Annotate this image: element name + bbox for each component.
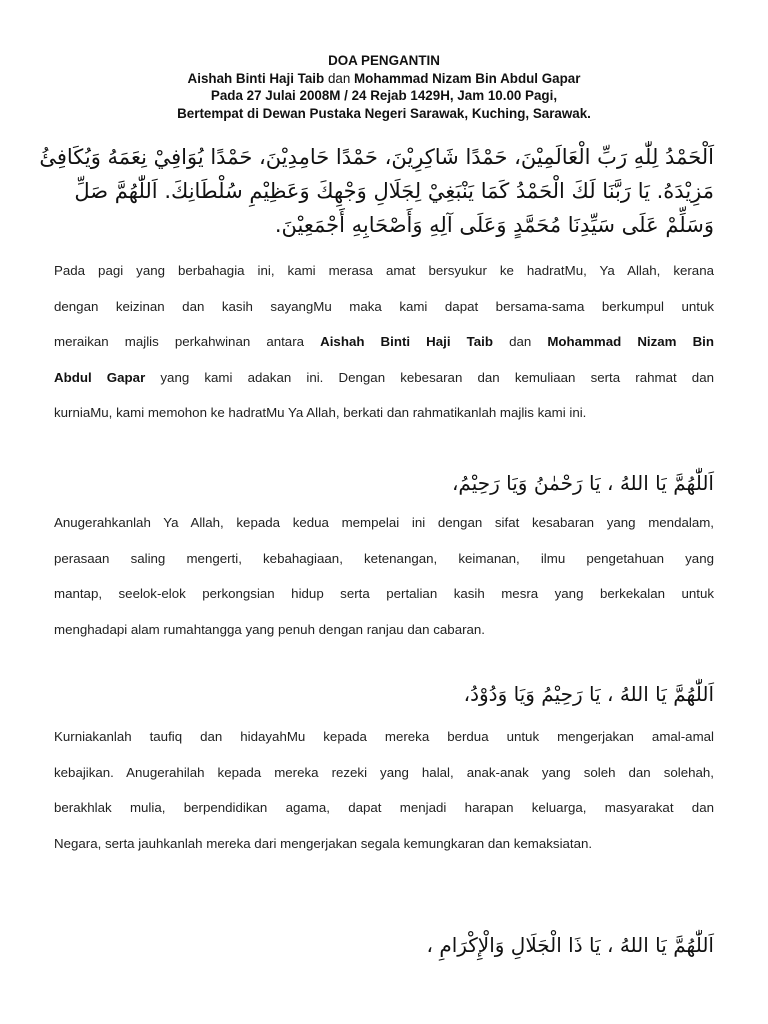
paragraph-guidance bbox=[54, 719, 714, 861]
paragraph-line bbox=[54, 324, 714, 360]
groom-name-bold: Abdul Gapar bbox=[54, 369, 146, 385]
paragraph-blessings bbox=[54, 505, 714, 647]
paragraph-line bbox=[54, 360, 714, 396]
paragraph-line: mantap, seelok-elok perkongsian hidup serta pertalian kasih mesra yang berkekalan untuk bbox=[54, 586, 714, 602]
invocation-arabic-1: اَللّٰهُمَّ يَا اللهُ ، يَا رَحْمٰنُ وَيَا رَحِيْمُ، bbox=[451, 471, 714, 495]
paragraph-line: dengan keizinan dan kasih sayangMu maka kami dapat bersama-sama berkumpul untuk bbox=[54, 298, 714, 314]
paragraph-line: berakhlak mulia, berpendidikan agama, dapat menjadi harapan keluarga, masyarakat dan bbox=[54, 800, 714, 816]
paragraph-text: yang kami adakan ini. Dengan kebesaran dan kemuliaan serta rahmat dan bbox=[160, 369, 714, 385]
paragraph-line: kebajikan. Anugerahilah kepada mereka rezeki yang halal, anak-anak yang soleh dan solehah, bbox=[54, 764, 714, 780]
groom-name: Mohammad Nizam Bin Abdul Gapar bbox=[354, 70, 581, 86]
arabic-line: وَسَلِّمْ عَلَى سَيِّدِنَا مُحَمَّدٍ وَعَلَى آلِهِ وَأَصْحَابِهِ أَجْمَعِيْنَ. bbox=[274, 213, 714, 237]
paragraph-line: menghadapi alam rumahtangga yang penuh dengan ranjau dan cabaran. bbox=[54, 621, 485, 637]
arabic-line: مَزِيْدَهُ. يَا رَبَّنَا لَكَ الْحَمْدُ كَمَا يَنْبَغِيْ لِجَلَالِ وَجْهِكَ وَعَظِيْمِ سُلْطَانِكَ. اَللّٰهُمَّ صَلِّ bbox=[74, 179, 714, 203]
connector-text: dan bbox=[327, 70, 351, 86]
paragraph-line: Negara, serta jauhkanlah mereka dari mengerjakan segala kemungkaran dan kemaksiatan. bbox=[54, 835, 593, 851]
arabic-line: اَلْحَمْدُ لِلّٰهِ رَبِّ الْعَالَمِيْنَ، حَمْدًا شَاكِرِيْنَ، حَمْدًا حَامِدِيْنَ، حَمْدًا يُوَافِيْ نِعَمَهُ وَيُكَافِئُ bbox=[39, 145, 714, 169]
venue-line: Bertempat di Dewan Pustaka Negeri Sarawak, Kuching, Sarawak. bbox=[177, 105, 591, 121]
document-header bbox=[0, 52, 768, 122]
paragraph-line: Anugerahkanlah Ya Allah, kepada kedua mempelai ini dengan sifat kesabaran yang mendalam, bbox=[54, 515, 714, 530]
document-title: DOA PENGANTIN bbox=[328, 53, 440, 68]
paragraph-gratitude bbox=[54, 253, 714, 431]
invocation-arabic-3: اَللّٰهُمَّ يَا اللهُ ، يَا ذَا الْجَلَالِ وَالْإِكْرَامِ ، bbox=[426, 933, 714, 957]
date-line: Pada 27 Julai 2008M / 24 Rejab 1429H, Jam 10.00 Pagi, bbox=[210, 88, 558, 103]
groom-name-bold: Mohammad Nizam Bin bbox=[547, 334, 714, 350]
invocation-arabic-2: اَللّٰهُمَّ يَا اللهُ ، يَا رَحِيْمُ وَيَا وَدُوْدُ، bbox=[463, 682, 714, 706]
bride-name-bold: Aishah Binti Haji Taib bbox=[320, 334, 493, 350]
bride-name: Aishah Binti Haji Taib bbox=[187, 70, 325, 86]
paragraph-line: Pada pagi yang berbahagia ini, kami merasa amat bersyukur ke hadratMu, Ya Allah, kerana bbox=[54, 263, 714, 278]
paragraph-line: perasaan saling mengerti, kebahagiaan, ketenangan, keimanan, ilmu pengetahuan yang bbox=[54, 550, 714, 566]
paragraph-text: meraikan majlis perkahwinan antara bbox=[54, 334, 305, 350]
paragraph-line: Kurniakanlah taufiq dan hidayahMu kepada mereka berdua untuk mengerjakan amal-amal bbox=[54, 729, 714, 744]
couple-names-line bbox=[0, 70, 768, 88]
paragraph-line: kurniaMu, kami memohon ke hadratMu Ya Allah, berkati dan rahmatikanlah majlis kami ini. bbox=[54, 405, 587, 421]
connector-text: dan bbox=[509, 334, 532, 350]
opening-arabic-praise bbox=[39, 140, 714, 242]
